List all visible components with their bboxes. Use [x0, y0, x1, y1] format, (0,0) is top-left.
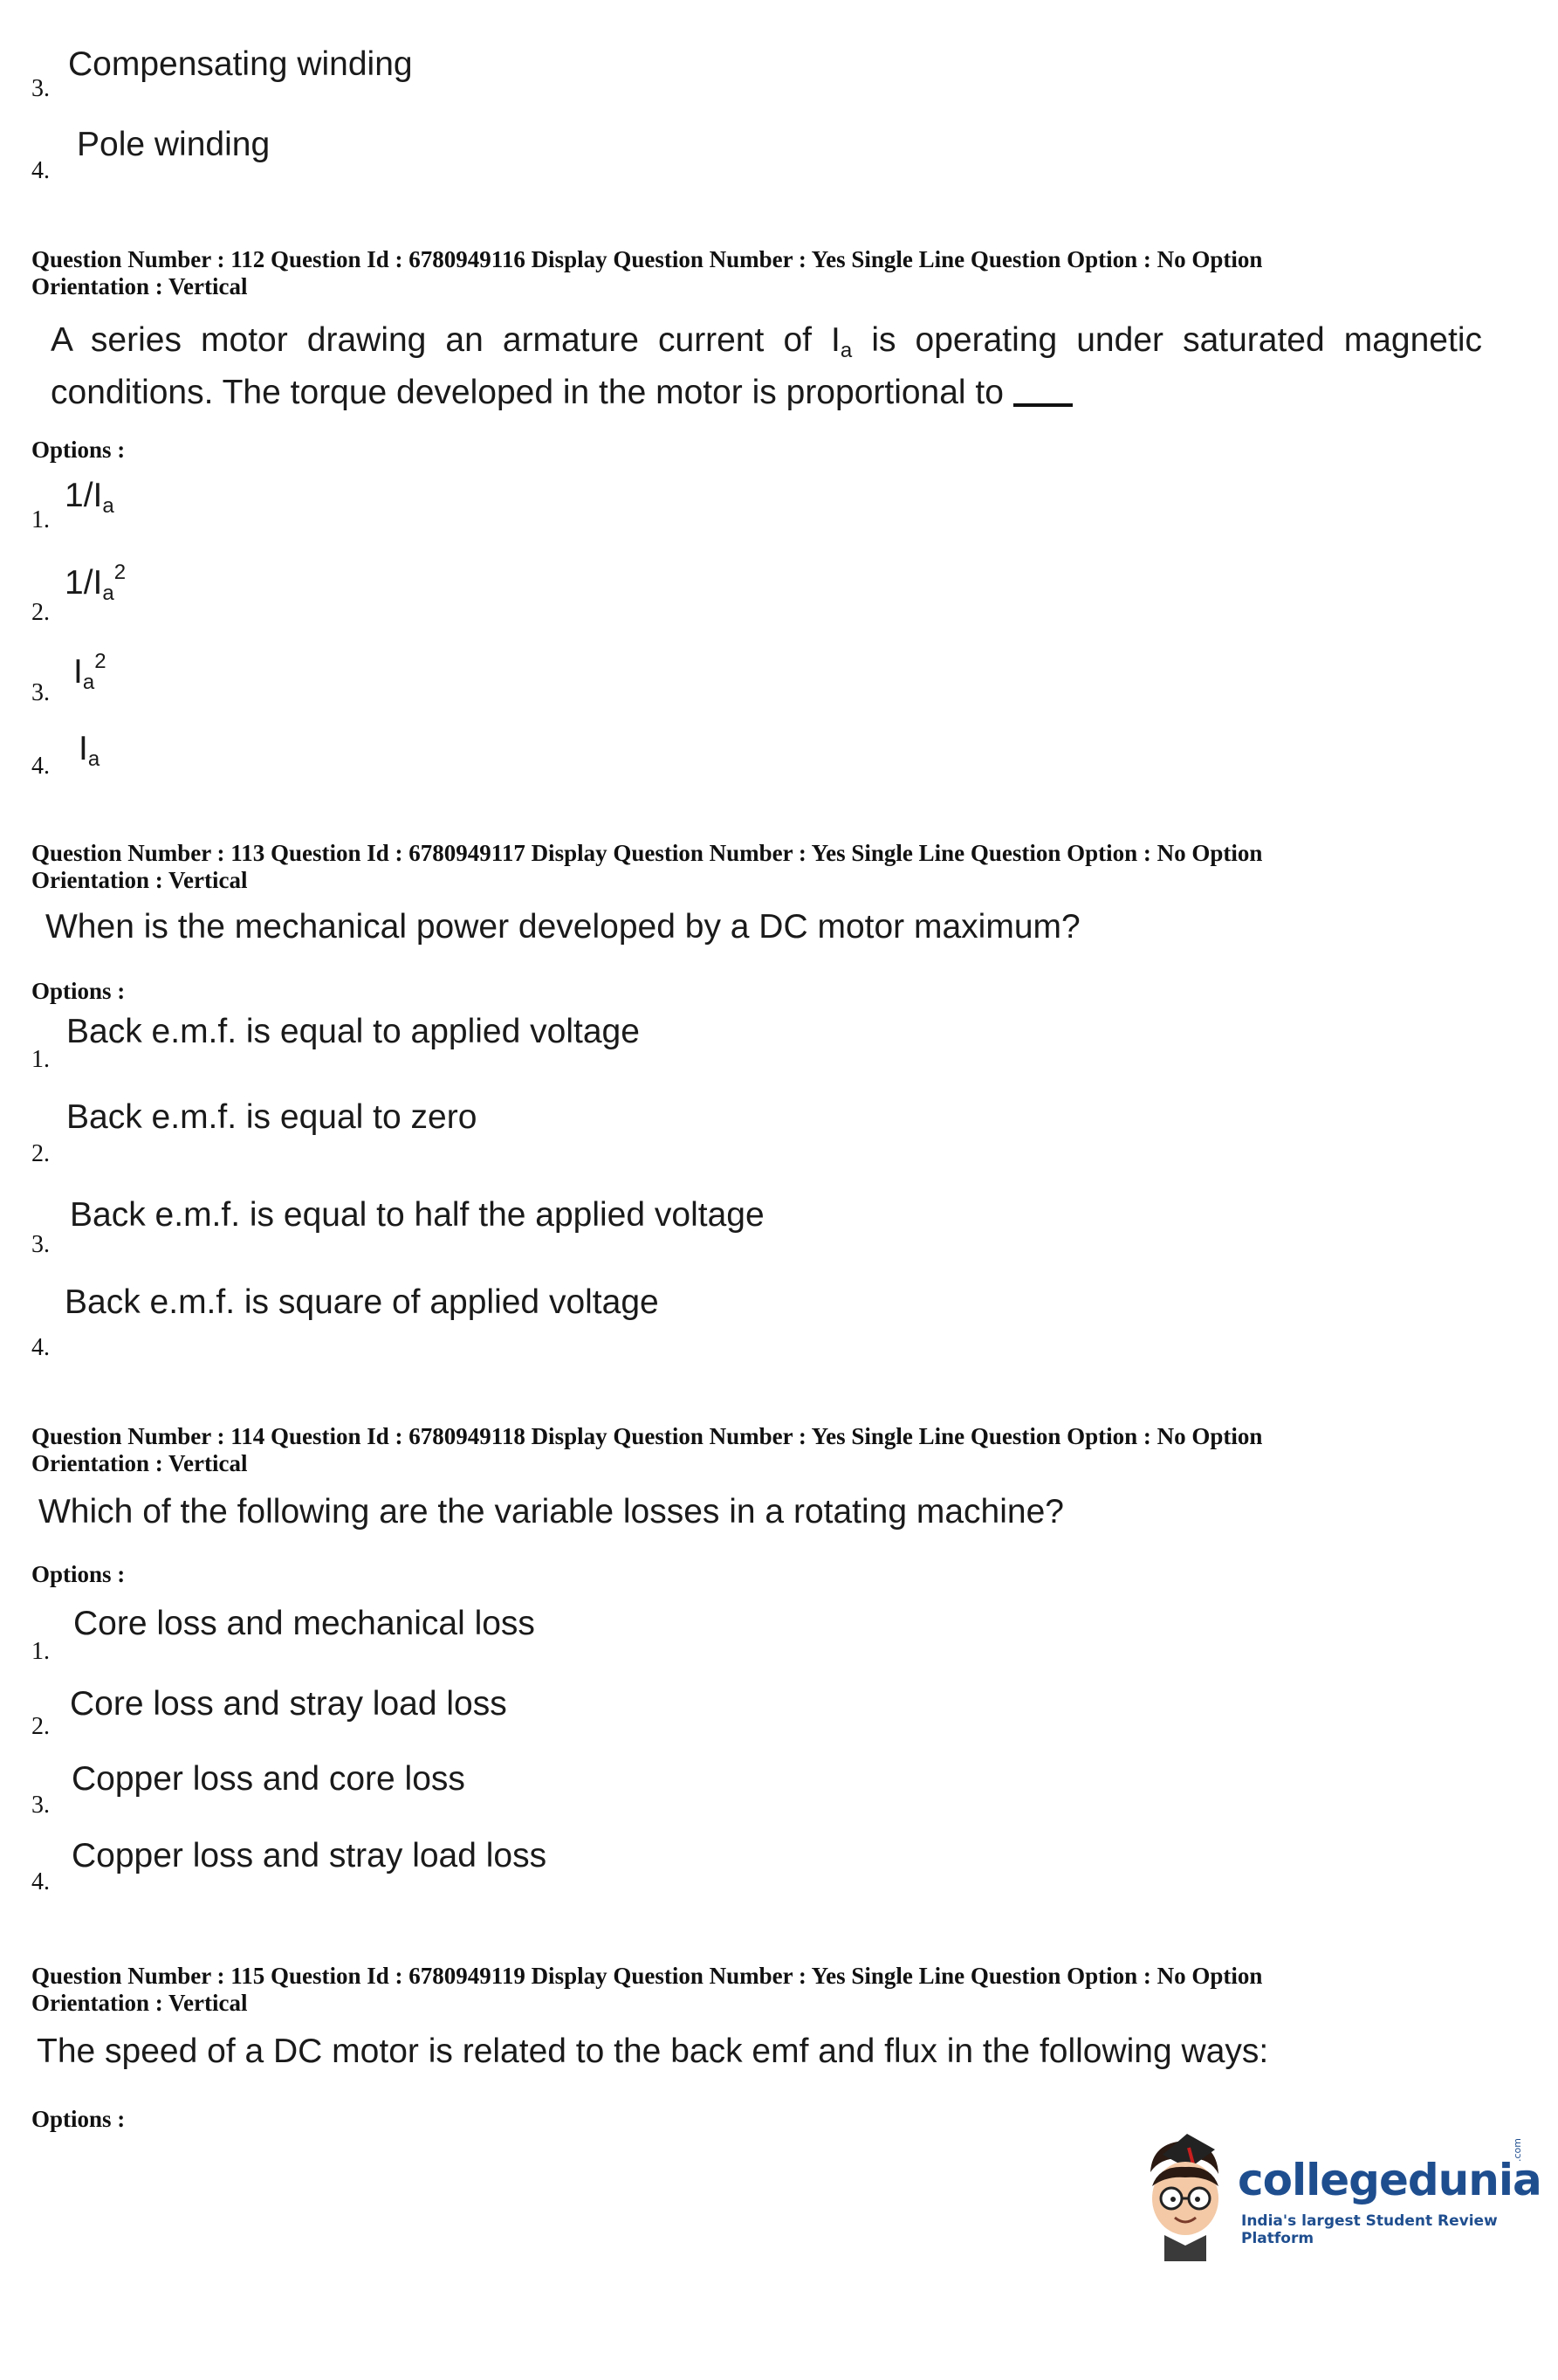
question-text: A series motor drawing an armature current of Ia is operating under saturated magnetic conditions. The torque developed in the motor is proportional to: [51, 321, 1482, 412]
question-meta: Question Number : 112 Question Id : 6780949116 Display Question Number : Yes Single Line Question Option : No Option Orientation : Vertical: [31, 246, 1263, 299]
option-number: 3.: [31, 1792, 50, 1819]
logo-brand: collegedunia: [1238, 2155, 1541, 2205]
option-number: 4.: [31, 1868, 50, 1895]
options-label: Options :: [31, 437, 126, 463]
options-label: Options :: [31, 2106, 126, 2132]
logo-tagline: India's largest Student Review Platform: [1241, 2212, 1498, 2247]
option-number: 3.: [31, 1231, 50, 1258]
option-text: Back e.m.f. is equal to half the applied voltage: [70, 1196, 765, 1234]
option-text: Core loss and mechanical loss: [73, 1605, 535, 1642]
option-number: 2.: [31, 1713, 50, 1740]
option-number: 4.: [31, 1334, 50, 1361]
option-text: Pole winding: [77, 126, 271, 163]
logo-domain: .com: [1512, 2138, 1523, 2162]
option-number: 2.: [31, 1140, 50, 1167]
option-text: Copper loss and core loss: [72, 1760, 465, 1798]
option-number: 3.: [31, 679, 50, 706]
option-number: 2.: [31, 599, 50, 626]
option-number: 1.: [31, 1638, 50, 1665]
option-text: $1/I_a^2$: [65, 561, 127, 605]
question-meta: Question Number : 113 Question Id : 6780949117 Display Question Number : Yes Single Line Question Option : No Option Orientation : Vertical: [31, 840, 1263, 893]
answer-blank: [1013, 377, 1073, 407]
question-text: The speed of a DC motor is related to the back emf and flux in the following ways:: [37, 2033, 1269, 2070]
option-text: $I_a^2$: [73, 650, 106, 694]
option-text: $1/I_a$: [65, 477, 114, 519]
question-text: Which of the following are the variable losses in a rotating machine?: [38, 1493, 1064, 1530]
question-text: When is the mechanical power developed by a DC motor maximum?: [45, 908, 1081, 946]
mascot-icon: [1135, 2130, 1231, 2261]
question-meta: Question Number : 114 Question Id : 6780949118 Display Question Number : Yes Single Line Question Option : No Option Orientation : Vertical: [31, 1423, 1263, 1476]
option-number: 1.: [31, 506, 50, 533]
option-text: $I_a$: [79, 730, 100, 772]
option-text: Back e.m.f. is equal to applied voltage: [66, 1013, 640, 1050]
option-text: Copper loss and stray load loss: [72, 1837, 547, 1874]
option-number: 1.: [31, 1046, 50, 1073]
options-label: Options :: [31, 978, 126, 1004]
option-number: 4.: [31, 157, 50, 184]
option-text: Compensating winding: [68, 45, 413, 83]
collegedunia-logo: [1135, 2130, 1541, 2261]
options-label: Options :: [31, 1561, 126, 1587]
question-meta: Question Number : 115 Question Id : 6780949119 Display Question Number : Yes Single Line Question Option : No Option Orientation : Vertical: [31, 1963, 1263, 2016]
option-text: Back e.m.f. is equal to zero: [66, 1098, 477, 1136]
option-text: Back e.m.f. is square of applied voltage: [65, 1283, 659, 1321]
option-number: 3.: [31, 75, 50, 102]
option-number: 4.: [31, 753, 50, 780]
option-text: Core loss and stray load loss: [70, 1685, 507, 1723]
